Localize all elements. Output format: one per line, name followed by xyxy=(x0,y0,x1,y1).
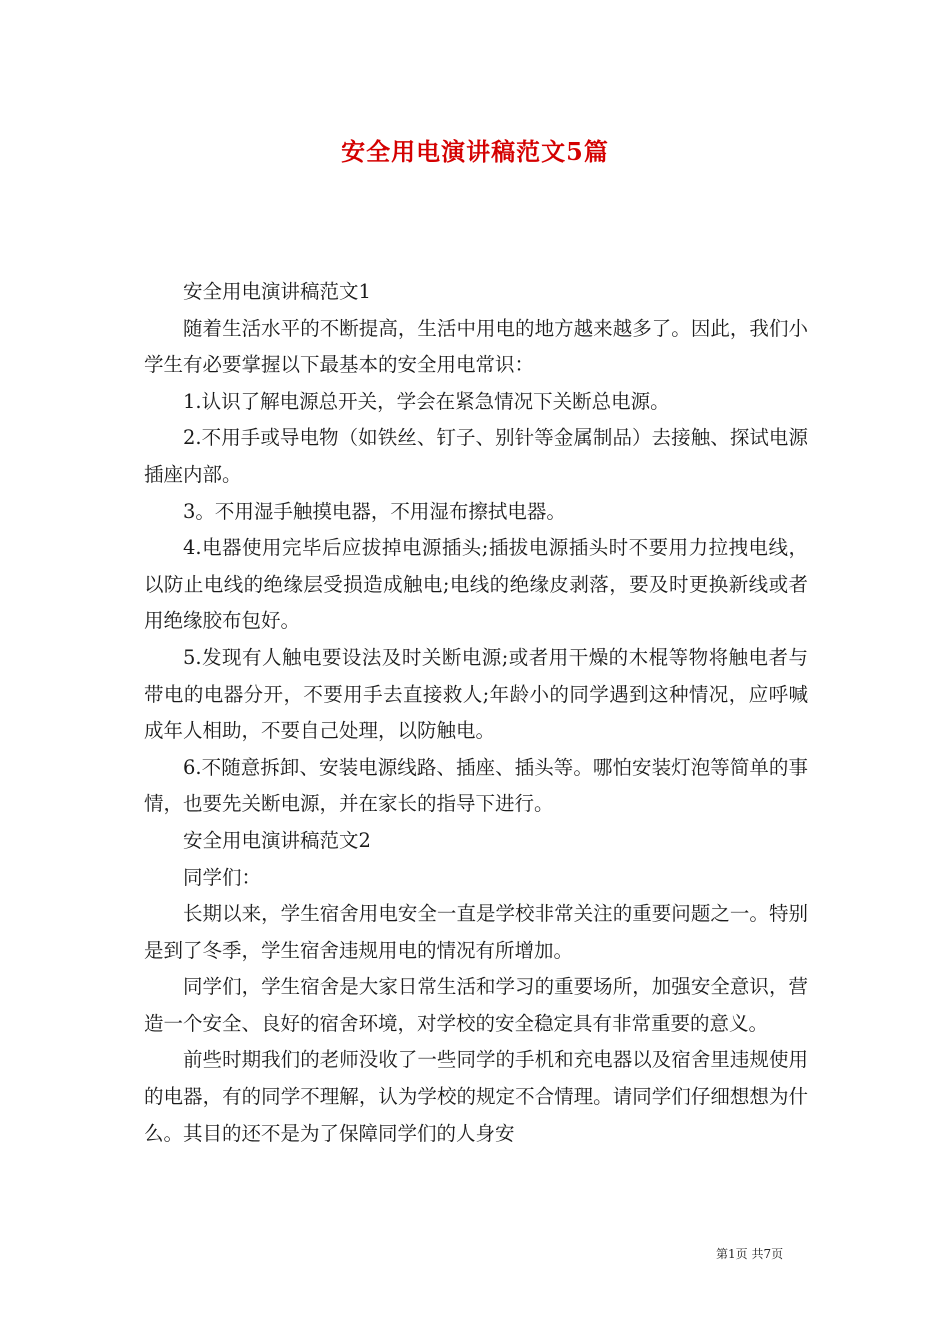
paragraph: 随着生活水平的不断提高，生活中用电的地方越来越多了。因此，我们小学生有必要掌握以下最基本的安全用电常识： xyxy=(144,316,808,377)
list-item-5: 5.发现有人触电要设法及时关断电源;或者用干燥的木棍等物将触电者与带电的电器分开，不要用手去直接救人;年龄小的同学遇到这种情况，应呼喊成年人相助，不要自己处理，以防触电。 xyxy=(144,645,808,743)
section-heading-2: 安全用电演讲稿范文2 xyxy=(183,828,371,852)
list-item-2: 2.不用手或导电物（如铁丝、钉子、别针等金属制品）去接触、探试电源插座内部。 xyxy=(144,426,808,486)
paragraph: 前些时期我们的老师没收了一些同学的手机和充电器以及宿舍里违规使用的电器，有的同学不理解，认为学校的规定不合情理。请同学们仔细想想为什么。其目的还不是为了保障同学们的人身安 xyxy=(144,1048,808,1145)
document-body xyxy=(144,274,808,1152)
paragraph: 长期以来，学生宿舍用电安全一直是学校非常关注的重要问题之一。特别是到了冬季，学生宿舍违规用电的情况有所增加。 xyxy=(144,902,808,962)
paragraph: 同学们，学生宿舍是大家日常生活和学习的重要场所，加强安全意识，营造一个安全、良好的宿舍环境，对学校的安全稳定具有非常重要的意义。 xyxy=(144,975,808,1035)
list-item-3: 3。不用湿手触摸电器，不用湿布擦拭电器。 xyxy=(183,499,566,523)
list-item-6: 6.不随意拆卸、安装电源线路、插座、插头等。哪怕安装灯泡等简单的事情，也要先关断电源，并在家长的指导下进行。 xyxy=(144,755,808,816)
document-title: 安全用电演讲稿范文5篇 xyxy=(341,137,609,166)
salutation: 同学们： xyxy=(183,865,262,889)
section-heading-1: 安全用电演讲稿范文1 xyxy=(183,280,371,303)
page-number: 第1页 共7页 xyxy=(716,1247,784,1261)
list-item-1: 1.认识了解电源总开关，学会在紧急情况下关断总电源。 xyxy=(183,389,670,413)
list-item-4: 4.电器使用完毕后应拔掉电源插头;插拔电源插头时不要用力拉拽电线，以防止电线的绝缘层受损造成触电;电线的绝缘皮剥落，要及时更换新线或者用绝缘胶布包好。 xyxy=(144,536,808,633)
